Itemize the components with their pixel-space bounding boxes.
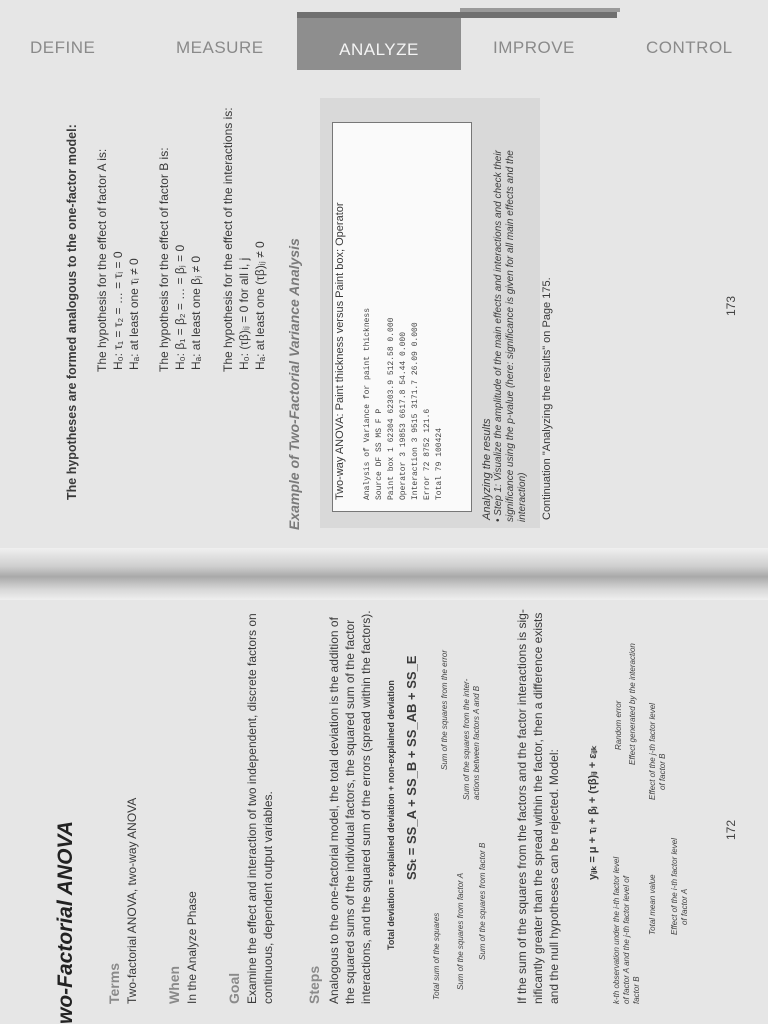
steps-line-1: Analogous to the one-factorial model, the total deviation is the addition of bbox=[327, 617, 341, 1004]
page-number-173: 173 bbox=[724, 295, 738, 316]
model-annotation-factor-b-1: Effect of the j-th factor level bbox=[648, 703, 657, 800]
factor-a-intro: The hypothesis for the effect of factor A is: bbox=[95, 148, 109, 372]
model-annotation-obs-1: k-th observation under the i-th factor level bbox=[612, 856, 621, 1004]
model-annotation-error: Random error bbox=[614, 700, 623, 750]
terms-text: Two-factorial ANOVA, two-way ANOVA bbox=[125, 797, 139, 1004]
interaction-ha: Hₐ: at least one (τβ)ᵢⱼ ≠ 0 bbox=[253, 241, 267, 370]
annotation-total: Total sum of the squares bbox=[432, 912, 441, 1000]
tab-define: DEFINE bbox=[30, 38, 96, 57]
page-number-172: 172 bbox=[724, 819, 738, 840]
if-line-1: If the sum of the squares from the factors and the factor interactions is sig- bbox=[515, 609, 529, 1004]
model-annotation-interaction: Effect generated by the interaction bbox=[628, 643, 637, 765]
tab-analyze-label: ANALYZE bbox=[339, 40, 419, 59]
tab-measure: MEASURE bbox=[176, 38, 264, 57]
step1-line-1: • Step 1: Visualize the amplitude of the main effects and interactions and check their bbox=[493, 150, 504, 522]
model-annotation-obs-2: of factor A and the j-th factor level of bbox=[622, 876, 631, 1004]
analyzing-label: Analyzing the results bbox=[481, 418, 493, 520]
ss-formula: SSₜ = SS_A + SS_B + SS_AB + SS_E bbox=[404, 655, 419, 880]
tab-control: CONTROL bbox=[646, 38, 733, 57]
interaction-h0: H₀: (τβ)ᵢⱼ = 0 for all i, j bbox=[237, 257, 251, 370]
steps-heading: Steps bbox=[306, 965, 322, 1004]
anova-line-5: Interaction 3 9515 3171.7 26.09 0.000 bbox=[411, 322, 420, 500]
section-title: wo-Factorial ANOVA bbox=[54, 820, 77, 1024]
factor-b-intro: The hypothesis for the effect of factor B is: bbox=[157, 147, 171, 372]
goal-heading: Goal bbox=[226, 972, 242, 1004]
if-line-3: and the null hypotheses can be rejected. Model: bbox=[547, 749, 561, 1004]
model-formula: yᵢⱼₖ = μ + τᵢ + βⱼ + (τβ)ᵢⱼ + εᵢⱼₖ bbox=[587, 745, 599, 880]
model-annotation-factor-a-2: of factor A bbox=[680, 888, 689, 925]
when-heading: When bbox=[166, 965, 182, 1004]
when-text: In the Analyze Phase bbox=[185, 891, 199, 1004]
annotation-error: Sum of the squares from the error bbox=[440, 649, 449, 770]
if-line-2: nificantly greater than the spread within the factor, then a difference exists bbox=[531, 612, 545, 1004]
annotation-factor-a: Sum of the squares from factor A bbox=[456, 872, 465, 990]
anova-caption: Two-way ANOVA: Paint thickness versus Paint box; Operator bbox=[334, 202, 346, 500]
anova-line-1: Analysis of Variance for paint thickness bbox=[363, 307, 372, 500]
model-annotation-factor-b-2: of factor B bbox=[658, 753, 667, 790]
terms-heading: Terms bbox=[106, 963, 122, 1004]
phase-tab-bar bbox=[0, 0, 768, 70]
annotation-interaction-1: Sum of the squares from the inter- bbox=[462, 678, 471, 800]
anova-line-3: Paint box 1 62304 62303.9 512.58 0.000 bbox=[387, 317, 396, 500]
factor-b-ha: Hₐ: at least one βⱼ ≠ 0 bbox=[189, 255, 203, 370]
anova-line-4: Operator 3 19853 6617.8 54.44 0.000 bbox=[399, 331, 408, 500]
factor-a-h0: H₀: τ₁ = τ₂ = … = τᵢ = 0 bbox=[111, 251, 125, 370]
book-gutter bbox=[0, 548, 768, 600]
steps-line-3: interactions, and the squared sum of the errors (spread within the factors). bbox=[359, 610, 373, 1004]
goal-line-1: Examine the effect and interaction of two independent, discrete factors on bbox=[245, 613, 259, 1004]
annotation-factor-b: Sum of the squares from factor B bbox=[478, 842, 487, 960]
hypotheses-heading: The hypotheses are formed analogous to the one-factor model: bbox=[65, 124, 79, 500]
step1-line-3: interaction) bbox=[517, 472, 528, 522]
anova-line-2: Source DF SS MS F P bbox=[375, 408, 384, 500]
annotation-interaction-2: actions between factors A and B bbox=[472, 685, 481, 800]
step1-line-2: significance using the p-value (here: significance is given for all main effects and the bbox=[505, 150, 516, 522]
model-annotation-mean: Total mean value bbox=[648, 874, 657, 935]
tab-improve: IMPROVE bbox=[493, 38, 575, 57]
interaction-intro: The hypothesis for the effect of the interactions is: bbox=[221, 107, 235, 372]
factor-b-h0: H₀: β₁ = β₂ = … = βⱼ = 0 bbox=[173, 244, 187, 370]
goal-line-2: continuous, dependent output variables. bbox=[261, 791, 275, 1004]
model-annotation-factor-a-1: Effect of the i-th factor level bbox=[670, 838, 679, 935]
deviation-label: Total deviation = explained deviation + non-explained deviation bbox=[386, 680, 396, 950]
tab-analyze bbox=[297, 18, 461, 70]
anova-line-7: Total 79 100424 bbox=[435, 427, 444, 500]
anova-line-6: Error 72 8752 121.6 bbox=[423, 408, 432, 500]
model-annotation-obs-3: factor B bbox=[632, 976, 641, 1004]
continuation-note: Continuation "Analyzing the results" on Page 175. bbox=[541, 277, 553, 520]
example-title: Example of Two-Factorial Variance Analysis bbox=[286, 238, 302, 530]
steps-line-2: the squared sums of the individual factors, the squared sum of the factor bbox=[343, 619, 357, 1004]
factor-a-ha: Hₐ: at least one τᵢ ≠ 0 bbox=[127, 258, 141, 370]
